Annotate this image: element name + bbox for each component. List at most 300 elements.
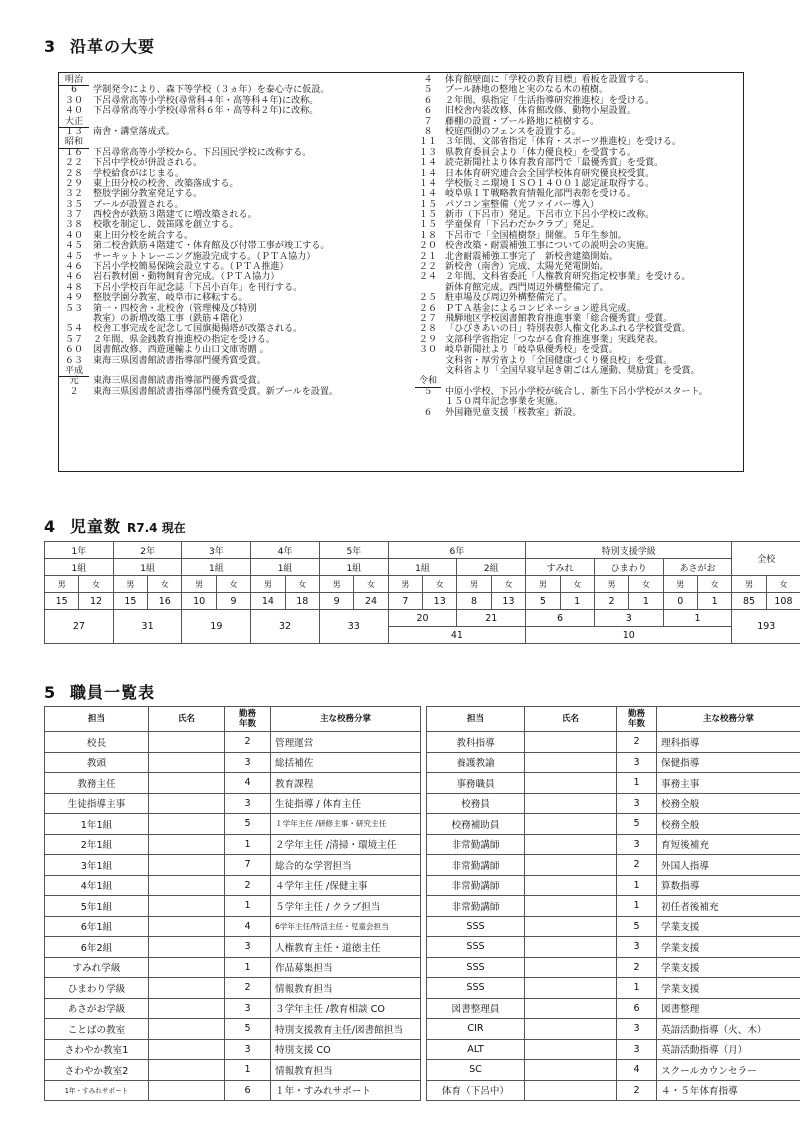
history-text: 下呂小学校百年記念誌「下呂小百年」を刊行する。 (93, 282, 303, 293)
role-cell: 校務員 (427, 793, 525, 814)
history-text: 体育館壁面に「学校の教育目標」看板を設置する。 (445, 75, 655, 85)
history-text: プールが設置される。 (93, 199, 184, 210)
total-cell: 33 (319, 610, 388, 644)
staff-row (45, 916, 800, 937)
history-entry (59, 169, 411, 179)
role-cell: 教務主任 (45, 773, 149, 794)
history-year: ３０ (64, 95, 84, 106)
duty-cell: 特別支援 CO (271, 1039, 421, 1060)
years-cell: 1 (617, 978, 657, 999)
student-count-cell: 13 (491, 593, 525, 610)
history-text: 西校舎が鉄筋３階建てに増改築される。 (93, 210, 257, 221)
female-header: 女 (354, 576, 388, 593)
years-cell: 2 (617, 732, 657, 753)
history-year: １４ (418, 178, 438, 189)
history-text: 飛騨地区学校図書館教育推進事業「総合優秀賞」受賞。 (445, 313, 673, 324)
era-label-row (59, 137, 411, 147)
role-cell: SC (427, 1060, 525, 1081)
class-total-cell: 6 (526, 610, 595, 627)
history-year: ２１ (418, 251, 438, 262)
history-year: ６ (423, 407, 433, 418)
role-cell: SSS (427, 937, 525, 958)
duty-cell: 外国人指導 (657, 855, 800, 876)
history-text: 下呂中学校が併設される。 (93, 158, 203, 169)
school-total-cell: 193 (732, 610, 800, 644)
history-year: ２ (69, 386, 79, 397)
grade-header: 4年 (251, 542, 320, 559)
staff-row (45, 1080, 800, 1101)
role-cell: すみれ学級 (45, 957, 149, 978)
student-count-cell: 0 (663, 593, 697, 610)
years-cell: 3 (225, 1039, 271, 1060)
class-header: すみれ (526, 559, 595, 576)
history-text: 東海三県図書館読書指導部門優秀賞受賞。 (93, 376, 266, 387)
name-cell (525, 916, 617, 937)
name-cell (525, 773, 617, 794)
name-cell (149, 875, 225, 896)
history-entry (415, 200, 741, 210)
history-text: 外国籍児童支援「桜教室」新設。 (445, 407, 582, 418)
years-cell: 4 (225, 916, 271, 937)
duty-cell: 総合的な学習担当 (271, 855, 421, 876)
history-year: ２０ (418, 241, 438, 252)
student-count-cell: 10 (182, 593, 216, 610)
history-year: ４５ (64, 241, 84, 252)
history-text: 図書館改修、西遊運輸より山口文庫寄贈 。 (93, 345, 269, 356)
history-entry (59, 241, 411, 251)
history-year: ２９ (418, 334, 438, 345)
history-entry (415, 397, 741, 407)
era-label-row (415, 376, 741, 386)
years-cell: 7 (225, 855, 271, 876)
history-year: 6 (71, 85, 77, 96)
student-count-cell: 2 (594, 593, 628, 610)
name-cell (149, 1039, 225, 1060)
era-label: 大正 (59, 117, 89, 128)
history-text: 新体育館完成。西門周辺外構整備完了。 (445, 282, 609, 293)
duty-cell: 図書整理 (657, 998, 800, 1019)
history-entry (415, 314, 741, 324)
duty-cell: 理科指導 (657, 732, 800, 753)
history-year: ２８ (64, 168, 84, 179)
history-entry (415, 293, 741, 303)
staff-row (45, 793, 800, 814)
name-cell (149, 1080, 225, 1101)
total-cell: 27 (45, 610, 114, 644)
history-entry (415, 356, 741, 366)
history-entry (59, 189, 411, 199)
history-text: サーキットトレーニング施設完成する。（ＰＴＡ協力） (93, 251, 316, 262)
role-cell: 3年1組 (45, 855, 149, 876)
history-year: ４６ (64, 262, 84, 273)
student-count-cell: 18 (285, 593, 319, 610)
total-cell: 32 (251, 610, 320, 644)
years-cell: 3 (225, 998, 271, 1019)
history-entry (59, 148, 411, 158)
history-year: ６ (423, 106, 433, 117)
grade-header: 特別支援学級 (526, 542, 732, 559)
female-header: 女 (697, 576, 731, 593)
years-cell: 3 (225, 937, 271, 958)
history-text: 新校舎（南舎）完成、太陽光発電開始。 (445, 262, 609, 273)
staff-row (45, 896, 800, 917)
role-cell: 6年2組 (45, 937, 149, 958)
student-count-cell: 7 (388, 593, 422, 610)
total-cell: 31 (113, 610, 182, 644)
history-text: 下呂尋常高等小学校(尋常科４年・高等科４年)に改称。 (93, 95, 319, 106)
history-text: 学校給食がはじまる。 (93, 168, 184, 179)
history-entry (415, 189, 741, 199)
name-cell (525, 834, 617, 855)
male-header: 男 (45, 576, 79, 593)
history-year: １５ (418, 210, 438, 221)
history-year: ２８ (418, 324, 438, 335)
history-text: ２年間、文科省委託「人権教育研究指定校事業」を受ける。 (445, 272, 691, 283)
student-count-cell: 1 (697, 593, 731, 610)
years-cell: 2 (617, 1080, 657, 1101)
history-entry (59, 96, 411, 106)
years-cell: 1 (225, 834, 271, 855)
years-cell: 5 (617, 916, 657, 937)
staff-row (45, 773, 800, 794)
history-entry (415, 169, 741, 179)
role-cell: SSS (427, 957, 525, 978)
history-text: 第一・四校舎・北校舎（管理棟及び特別 (93, 303, 257, 314)
name-cell (149, 1060, 225, 1081)
as-of-date: R7.4 現在 (127, 521, 186, 535)
years-cell: 3 (617, 752, 657, 773)
history-text: 下呂小学校簡易保険会設立する。（ＰＴＡ推進） (93, 262, 289, 273)
female-header: 女 (560, 576, 594, 593)
history-text: 日本体育研究連合会全国学校体育研究優良校受賞。 (445, 168, 655, 179)
history-year: ４９ (64, 293, 84, 304)
staff-row (45, 937, 800, 958)
class-header: 1組 (45, 559, 114, 576)
history-text: 学童保育「下呂わだかクラブ」発足。 (445, 220, 600, 231)
duty-cell: 校務全般 (657, 814, 800, 835)
duty-cell: 初任者後補充 (657, 896, 800, 917)
name-cell (149, 752, 225, 773)
duty-cell: 保健指導 (657, 752, 800, 773)
female-header: 女 (285, 576, 319, 593)
duty-cell: 算数指導 (657, 875, 800, 896)
duty-cell: 管理運営 (271, 732, 421, 753)
history-year: １５ (418, 220, 438, 231)
history-year: １１ (418, 137, 438, 148)
history-text: パソコン室整備（光ファイバー導入） (445, 199, 600, 210)
history-year: ２４ (418, 272, 438, 283)
history-text: 整肢学園分教室発足する。 (93, 189, 203, 200)
history-text: 東上田分校を統合する。 (93, 230, 194, 241)
history-entry (415, 304, 741, 314)
history-text: 校舎改築・耐震補強工事についての説明会の実施。 (445, 241, 654, 252)
total-cell: 19 (182, 610, 251, 644)
duty-cell: 校務全般 (657, 793, 800, 814)
era-label-row (59, 75, 411, 85)
history-entry (415, 85, 741, 95)
history-text: 南舎・講堂落成式。 (93, 126, 175, 137)
history-entry (415, 220, 741, 230)
history-entry (415, 127, 741, 137)
section-title-text: 職員一覧表 (70, 683, 156, 702)
years-cell: 3 (617, 1019, 657, 1040)
student-count-cell: 12 (79, 593, 113, 610)
history-box (58, 72, 744, 472)
history-entry (59, 231, 411, 241)
class-header: あさがお (663, 559, 732, 576)
header-duty: 主な校務分掌 (271, 707, 421, 732)
history-entry (415, 117, 741, 127)
staff-row (45, 1039, 800, 1060)
role-cell: さわやか教室1 (45, 1039, 149, 1060)
grade-header: 6年 (388, 542, 525, 559)
history-entry (59, 314, 411, 324)
name-cell (149, 916, 225, 937)
duty-cell: ２学年主任 /清掃・環境主任 (271, 834, 421, 855)
section-title-text: 児童数 (70, 517, 122, 536)
history-entry (415, 106, 741, 116)
history-text: 文科省より「全国早寝早起き朝ごはん運動、奨励賞」を受賞。 (445, 365, 700, 376)
name-cell (525, 957, 617, 978)
male-header: 男 (526, 576, 560, 593)
role-cell: 4年1組 (45, 875, 149, 896)
male-header: 男 (732, 576, 766, 593)
history-text: 東海三県図書館読書指導部門優秀賞受賞。 (93, 355, 266, 366)
era-label-row (59, 117, 411, 127)
history-entry (415, 283, 741, 293)
duty-cell: 英語活動指導（火、木） (657, 1019, 800, 1040)
history-entry (415, 366, 741, 376)
duty-cell: 6学年主任/特活主任・児童会担当 (271, 916, 421, 937)
name-cell (149, 1019, 225, 1040)
history-text: 下呂市で「全国植樹祭」開催。５年生参加。 (445, 230, 627, 241)
duty-cell: 総括補佐 (271, 752, 421, 773)
years-cell: 2 (225, 732, 271, 753)
history-entry (59, 158, 411, 168)
history-entry (415, 345, 741, 355)
female-header: 女 (79, 576, 113, 593)
student-count-cell: 9 (319, 593, 353, 610)
years-cell: 2 (617, 957, 657, 978)
female-header: 女 (423, 576, 457, 593)
history-text: 岩石教材園・動物飼育舎完成。（ＰＴＡ協力） (93, 272, 280, 283)
history-entry (415, 252, 741, 262)
history-entry (415, 241, 741, 251)
history-year: ５７ (64, 334, 84, 345)
duty-cell: ５学年主任 / クラブ担当 (271, 896, 421, 917)
female-header: 女 (148, 576, 182, 593)
male-header: 男 (457, 576, 491, 593)
duty-cell: ３学年主任 /教育相談 CO (271, 998, 421, 1019)
class-header: 2組 (457, 559, 526, 576)
years-cell: 5 (617, 814, 657, 835)
history-entry (59, 200, 411, 210)
role-cell: 5年1組 (45, 896, 149, 917)
history-entry (59, 324, 411, 334)
female-header: 女 (629, 576, 663, 593)
history-text: 校歌を制定し、鼓笛隊を創立する。 (93, 220, 239, 231)
era-label: 令和 (415, 376, 441, 387)
history-entry (415, 387, 741, 397)
name-cell (149, 855, 225, 876)
role-cell: 校務補助員 (427, 814, 525, 835)
years-cell: 1 (225, 957, 271, 978)
history-text: 下呂尋常高等小学校(尋常科６年・高等科２年)に改称。 (93, 106, 319, 117)
student-count-cell: 16 (148, 593, 182, 610)
role-cell: SSS (427, 978, 525, 999)
history-year: ６ (423, 95, 433, 106)
role-cell: さわやか教室2 (45, 1060, 149, 1081)
name-cell (149, 937, 225, 958)
staff-table (44, 706, 800, 1101)
history-text: 読売新聞社より体育教育部門で「最優秀賞」を受賞。 (445, 158, 664, 169)
student-count-cell: 13 (423, 593, 457, 610)
history-entry (59, 252, 411, 262)
role-cell: 図書整理員 (427, 998, 525, 1019)
history-entry (59, 345, 411, 355)
years-cell: 1 (617, 875, 657, 896)
history-text: 学校版ミニ環境ＩＳＯ１４００１認定証取得する。 (445, 178, 655, 189)
role-cell: 生徒指導主事 (45, 793, 149, 814)
name-cell (149, 998, 225, 1019)
staff-row (45, 814, 800, 835)
history-year: ２６ (418, 303, 438, 314)
student-count-table (44, 541, 800, 644)
student-count-cell: 24 (354, 593, 388, 610)
history-text: ２年間、県指定「生活指導研究推進校」を受ける。 (445, 95, 655, 106)
history-entry (415, 335, 741, 345)
history-year: ２９ (64, 178, 84, 189)
section-5-title (44, 680, 155, 703)
role-cell: SSS (427, 916, 525, 937)
history-year: １４ (418, 189, 438, 200)
history-entry (59, 376, 411, 386)
history-year: ５４ (64, 324, 84, 335)
history-year: ３２ (64, 189, 84, 200)
history-year: ５ (423, 386, 433, 397)
student-count-cell: 8 (457, 593, 491, 610)
history-year: ４０ (64, 230, 84, 241)
history-entry (415, 75, 741, 85)
female-header: 女 (766, 576, 800, 593)
history-entry (415, 179, 741, 189)
staff-row (45, 957, 800, 978)
grade-header: 全校 (732, 542, 800, 576)
history-entry (415, 148, 741, 158)
years-cell: 1 (617, 773, 657, 794)
name-cell (525, 855, 617, 876)
student-count-cell: 9 (216, 593, 250, 610)
role-cell: 6年1組 (45, 916, 149, 937)
years-cell: 5 (225, 1019, 271, 1040)
role-cell: 1年・すみれサポート (45, 1080, 149, 1101)
grade-header: 1年 (45, 542, 114, 559)
male-header: 男 (251, 576, 285, 593)
duty-cell: 学業支援 (657, 937, 800, 958)
history-text: 校舎工事完成を記念して国旗掲揚塔が改築される。 (93, 324, 303, 335)
history-entry (415, 137, 741, 147)
header-role: 担当 (45, 707, 149, 732)
history-text: 藤棚の設置・プール路地に植樹する。 (445, 116, 600, 127)
class-total-cell: 20 (388, 610, 457, 627)
history-entry (59, 387, 411, 397)
history-year: ５３ (64, 303, 84, 314)
name-cell (525, 732, 617, 753)
history-text: 校庭西側のフェンスを設置する。 (445, 126, 581, 137)
name-cell (525, 752, 617, 773)
history-year: １３ (418, 147, 438, 158)
history-year: １４ (418, 158, 438, 169)
header-years: 勤務 年数 (225, 707, 271, 732)
class-total-cell: 3 (594, 610, 663, 627)
history-right-column (415, 75, 741, 418)
role-cell: 教頭 (45, 752, 149, 773)
role-cell: 養護教諭 (427, 752, 525, 773)
name-cell (149, 978, 225, 999)
years-cell: 3 (225, 752, 271, 773)
history-text: 北舎耐震補強工事完了 新校舎建築開始。 (445, 251, 618, 262)
header-name: 氏名 (149, 707, 225, 732)
history-year: ６０ (64, 345, 84, 356)
student-count-cell: 85 (732, 593, 766, 610)
years-cell: 1 (225, 896, 271, 917)
name-cell (149, 793, 225, 814)
history-entry (59, 283, 411, 293)
history-year: ３５ (64, 199, 84, 210)
duty-cell: 情報教育担当 (271, 978, 421, 999)
name-cell (149, 957, 225, 978)
role-cell: ALT (427, 1039, 525, 1060)
history-year: ４０ (64, 106, 84, 117)
history-entry (415, 210, 741, 220)
role-cell: 2年1組 (45, 834, 149, 855)
duty-cell: 育短後補充 (657, 834, 800, 855)
name-cell (525, 793, 617, 814)
name-cell (525, 1039, 617, 1060)
section-title-text: 沿革の大要 (70, 37, 156, 56)
student-count-cell: 15 (45, 593, 79, 610)
header-duty: 主な校務分掌 (657, 707, 800, 732)
history-year: １８ (418, 230, 438, 241)
staff-row (45, 1060, 800, 1081)
role-cell: ことばの教室 (45, 1019, 149, 1040)
class-total-cell: 21 (457, 610, 526, 627)
female-header: 女 (216, 576, 250, 593)
history-year: ２５ (418, 293, 438, 304)
section-3-title (44, 34, 155, 57)
student-count-cell: 1 (629, 593, 663, 610)
history-entry (415, 272, 741, 282)
history-entry (59, 293, 411, 303)
grade6-total-cell: 41 (388, 627, 525, 644)
staff-row (45, 732, 800, 753)
role-cell: CIR (427, 1019, 525, 1040)
history-entry (59, 85, 411, 95)
history-text: 岐阜新聞社より「岐阜県優秀校」を受賞。 (445, 345, 618, 356)
years-cell: 6 (617, 998, 657, 1019)
history-entry (59, 179, 411, 189)
name-cell (525, 978, 617, 999)
male-header: 男 (113, 576, 147, 593)
duty-cell: ４学年主任 /保健主事 (271, 875, 421, 896)
history-text: 第二校舎鉄筋４階建て・体育館及び付帯工事が竣工する。 (93, 241, 330, 252)
staff-row (45, 834, 800, 855)
staff-row (45, 998, 800, 1019)
staff-row (45, 875, 800, 896)
name-cell (525, 1019, 617, 1040)
name-cell (525, 896, 617, 917)
role-cell: 教科指導 (427, 732, 525, 753)
